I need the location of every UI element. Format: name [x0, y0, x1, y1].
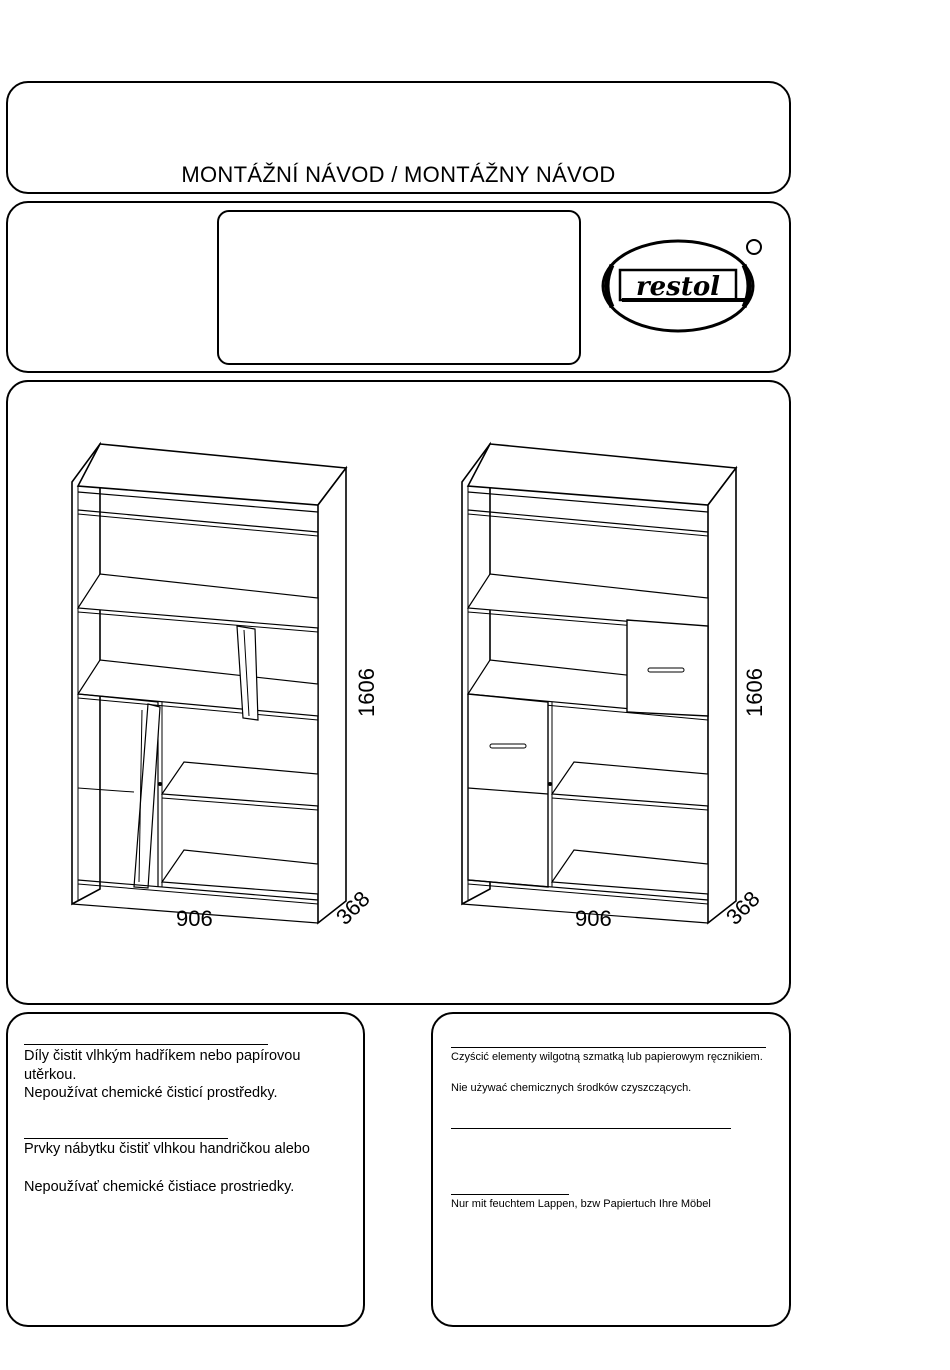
divider: [451, 1194, 569, 1195]
divider: [24, 1138, 228, 1139]
care-cz-line2: Nepoužívat chemické čisticí prostředky.: [24, 1085, 278, 1101]
drawing-panel: [6, 380, 791, 1005]
header-panel: [6, 81, 791, 194]
cabinet-drawing-doors-open: [72, 444, 346, 923]
divider: [24, 1044, 268, 1045]
logo-wordmark: restol: [635, 272, 721, 302]
restol-logo: [598, 233, 768, 343]
left-width-label: 906: [176, 906, 213, 931]
care-instructions-pl-de: [431, 1012, 791, 1327]
care-pl-line1: Czyścić elementy wilgotną szmatką lub papierowym ręcznikiem.: [451, 1051, 763, 1063]
right-height-label: 1606: [742, 668, 767, 717]
left-depth-label: 368: [331, 886, 375, 930]
page-title: MONTÁŽNÍ NÁVOD / MONTÁŽNY NÁVOD: [181, 162, 616, 187]
cabinet-drawing-doors-closed: [462, 444, 736, 923]
cabinet-drawings: [8, 382, 789, 1003]
product-name-box: [217, 210, 581, 365]
care-sk-line1: Prvky nábytku čistiť vlhkou handričkou alebo: [24, 1141, 310, 1157]
care-sk-line2: Nepoužívať chemické čistiace prostriedky.: [24, 1179, 295, 1195]
right-depth-label: 368: [721, 886, 765, 930]
left-height-label: 1606: [354, 668, 379, 717]
care-de-line1: Nur mit feuchtem Lappen, bzw Papiertuch Ihre Möbel: [451, 1198, 711, 1210]
care-cz-line1: Díly čistit vlhkým hadříkem nebo papírovou utěrkou.: [24, 1048, 301, 1083]
care-instructions-cz-sk: [6, 1012, 365, 1327]
product-info-panel: [6, 201, 791, 373]
divider: [451, 1128, 731, 1129]
divider: [451, 1047, 766, 1048]
right-width-label: 906: [575, 906, 612, 931]
care-pl-line2: Nie używać chemicznych środków czyszczących.: [451, 1082, 692, 1094]
